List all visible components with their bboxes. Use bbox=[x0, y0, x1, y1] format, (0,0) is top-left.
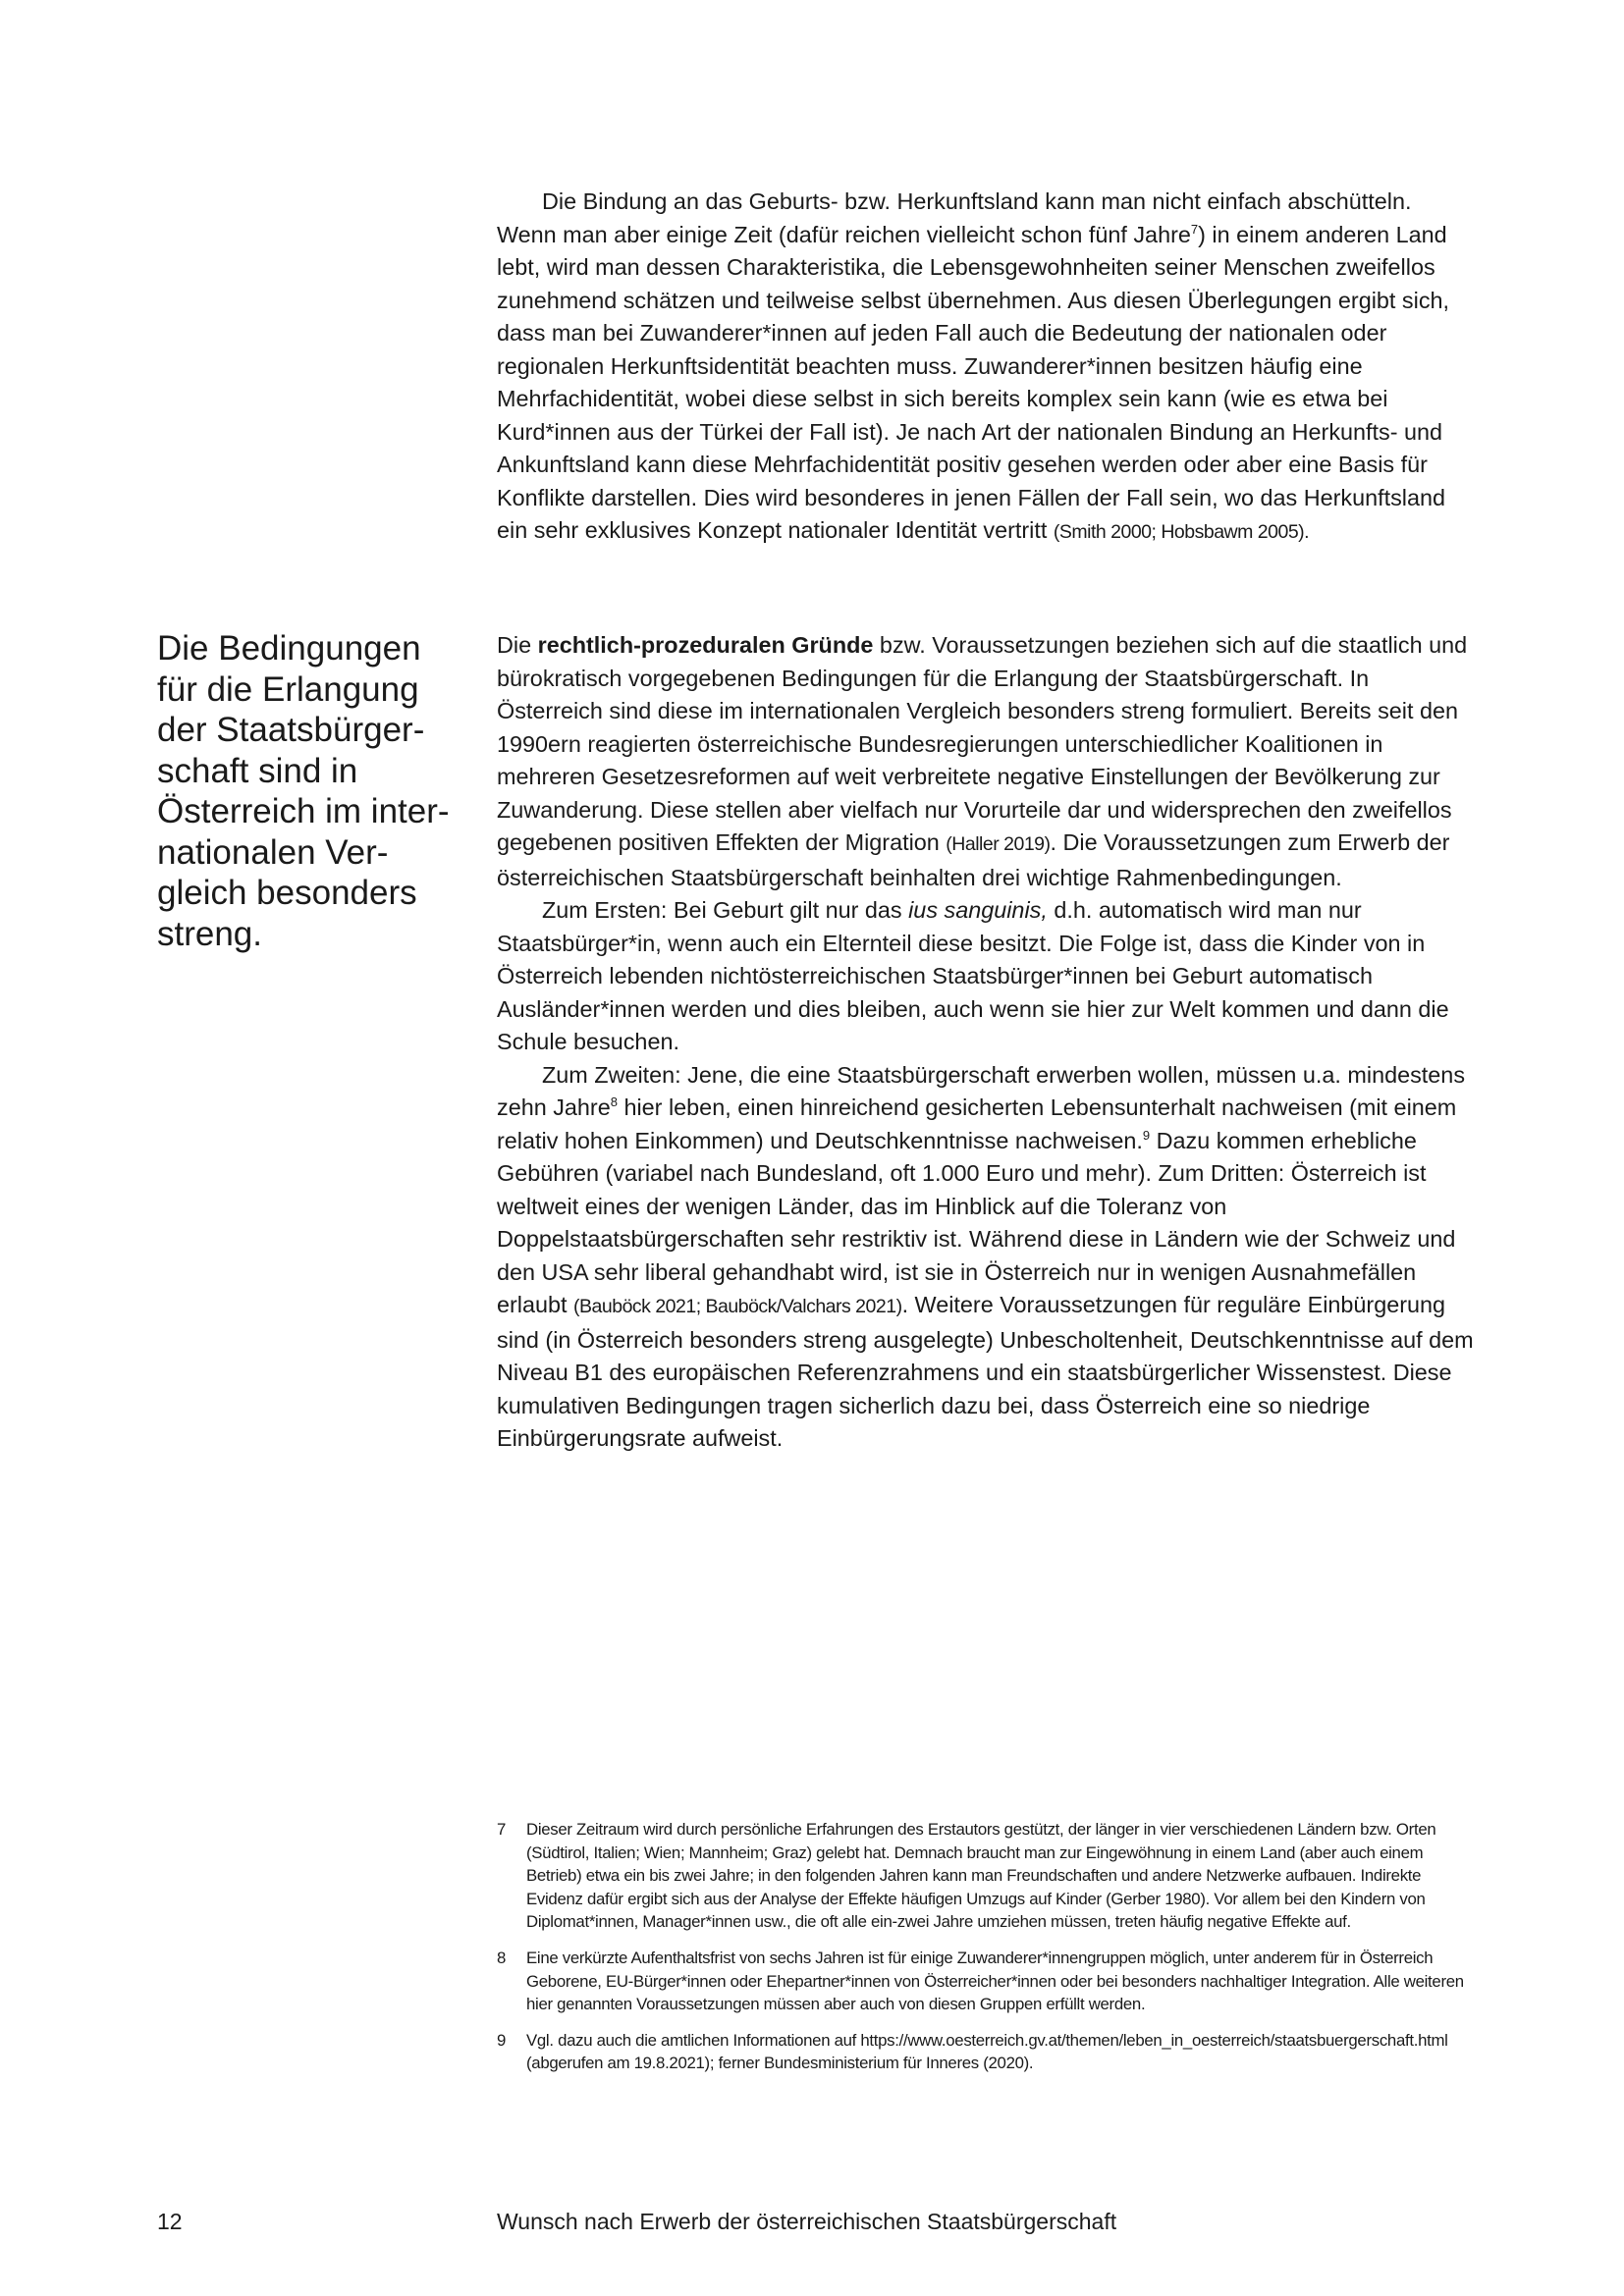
text-span: hier leben, einen hinreichend gesicherten Lebensunterhalt nachweisen (mit einem relativ hohen Einkommen) und Deutschkenntnisse nachweisen. bbox=[497, 1095, 1457, 1153]
citation: (Bauböck 2021; Bauböck/Valchars 2021) bbox=[573, 1296, 902, 1317]
text-span: Die Bindung an das Geburts- bzw. Herkunftsland kann man nicht einfach abschütteln. Wenn man aber einige Zeit (dafür reichen vielleicht schon fünf Jahre bbox=[497, 188, 1412, 247]
footnote-number: 7 bbox=[497, 1820, 507, 1839]
page-number: 12 bbox=[157, 2209, 183, 2234]
footnote-number: 8 bbox=[497, 1948, 507, 1967]
footnote-ref-7[interactable]: 7 bbox=[1190, 221, 1199, 237]
text-span: . Weitere Voraussetzungen für reguläre Einbürgerung sind (in Österreich besonders streng ausgelegte) Unbescholtenheit, Deutschkenntnisse auf dem Niveau B1 des europäischen Referenzrahmens und ein staatsbürgerlicher Wissenstest. Diese kumulativen Bedingungen tragen sicherlich dazu bei, dass Österreich eine so niedrige Einbürgerungsrate aufweist. bbox=[497, 1292, 1474, 1451]
footnote bbox=[497, 1818, 1475, 1934]
paragraph-identity bbox=[497, 186, 1475, 550]
text-span: bzw. Voraussetzungen beziehen sich auf die staatlich und bürokratisch vorgegebenen Bedingungen für die Erlangung der Staatsbürgerschaft. In Österreich sind diese im internationalen Vergleich besonders streng formuliert. Bereits seit den 1990ern reagierten österreichische Bundesregierungen unterschiedlicher Koalitionen in mehreren Gesetzesreformen auf weit verbreitete negative Einstellungen der Bevölkerung zur Zuwanderung. Diese stellen aber vielfach nur Vorurteile dar und widersprechen den zweifellos gegebenen positiven Effekten der Migration bbox=[497, 632, 1468, 855]
text-span: Zum Zweiten: Jene, die eine Staatsbürgerschaft erwerben wollen, müssen u.a. mindestens zehn Jahre bbox=[497, 1061, 1466, 1120]
footnote bbox=[497, 1947, 1475, 2016]
body-paragraph bbox=[497, 894, 1475, 1059]
body-paragraph bbox=[497, 1059, 1475, 1456]
text-span: Dazu kommen erhebliche Gebühren (variabel nach Bundesland, oft 1.000 Euro und mehr). Zum Dritten: Österreich ist weltweit eines der wenigen Länder, das im Hinblick auf die Toleranz von Doppelstaatsbürgerschaften sehr restriktiv ist. Während diese in Ländern wie der Schweiz und den USA sehr liberal gehandhabt wird, ist sie in Österreich nur in wenigen Ausnahmefällen erlaubt bbox=[497, 1127, 1456, 1317]
section-legal-reasons bbox=[497, 629, 1475, 1456]
text-span: Die bbox=[497, 632, 538, 658]
text-span: ) in einem anderen Land lebt, wird man dessen Charakteristika, die Lebensgewohnheiten seiner Menschen zweifellos zunehmend schätzen und teilweise selbst übernehmen. Aus diesen Überlegungen ergibt sich, dass man bei Zuwanderer*innen auf jeden Fall auch die Bedeutung der nationalen oder regionalen Herkunftsidentität beachten muss. Zuwanderer*innen besitzen häufig eine Mehrfachidentität, wobei diese selbst in sich bereits komplex sein kann (wie es etwa bei Kurd*innen aus der Türkei der Fall ist). Je nach Art der nationalen Bindung an Herkunfts- und Ankunftsland kann diese Mehrfachidentität positiv gesehen werden oder aber eine Basis für Konflikte darstellen. Dies wird besonderes in jenen Fällen der Fall sein, wo das Herkunftsland ein sehr exklusives Konzept nationaler Identität vertritt bbox=[497, 221, 1450, 543]
footnote-text: Dieser Zeitraum wird durch persönliche Erfahrungen des Erstautors gestützt, der länger in vier verschiedenen Ländern bzw. Orten (Südtirol, Italien; Wien; Mannheim; Graz) gelebt hat. Demnach braucht man zur Eingewöhnung in einem Land (aber auch einem Betrieb) etwa ein bis zwei Jahre; in den folgenden Jahren kann man Freundschaften und andere Netzwerke aufbauen. Indirekte Evidenz dafür ergibt sich aus der Analyse der Effekte häufigen Umzugs auf Kinder (Gerber 1980). Vor allem bei den Kindern von Diplomat*innen, Manager*innen usw., die oft alle ein-zwei Jahre umziehen müssen, treten häufig negative Effekte auf. bbox=[526, 1820, 1436, 1932]
text-span: Zum Ersten: Bei Geburt gilt nur das bbox=[542, 897, 909, 923]
footnote-text: Eine verkürzte Aufenthaltsfrist von sechs Jahren ist für einige Zuwanderer*innengruppen möglich, unter anderem für in Österreich Geborene, EU-Bürger*innen oder Ehepartner*innen von Österreicher*innen oder bei besonders nachhaltiger Integration. Alle weiteren hier genannten Voraussetzungen müssen aber auch von diesen Gruppen erfüllt werden. bbox=[526, 1948, 1464, 2014]
footnote bbox=[497, 2029, 1475, 2075]
running-footer-title: Wunsch nach Erwerb der österreichischen Staatsbürgerschaft bbox=[497, 2209, 1117, 2234]
text-span: d.h. automatisch wird man nur Staatsbürger*in, wenn auch ein Elternteil diese besitzt. Die Folge ist, dass die Kinder von in Österreich lebenden nichtösterreichischen Staatsbürger*innen bei Geburt automatisch Ausländer*innen werden und dies bleiben, auch wenn sie hier zur Welt kommen und dann die Schule besuchen. bbox=[497, 897, 1449, 1054]
footnote-text: Vgl. dazu auch die amtlichen Informationen auf https://www.oesterreich.gv.at/themen/leben_in_oesterreich/staatsbuergerschaft.html (abgerufen am 19.8.2021); ferner Bundesministerium für Inneres (2020). bbox=[526, 2030, 1448, 2073]
footnote-ref-8[interactable]: 8 bbox=[610, 1095, 618, 1110]
footnote-number: 9 bbox=[497, 2030, 507, 2050]
text-span: . Die Voraussetzungen zum Erwerb der österreichischen Staatsbürgerschaft beinhalten drei wichtige Rahmenbedingungen. bbox=[497, 829, 1450, 890]
italic-term: ius sanguinis, bbox=[908, 897, 1048, 923]
footnote-ref-9[interactable]: 9 bbox=[1142, 1127, 1151, 1143]
citation: (Haller 2019) bbox=[946, 833, 1051, 855]
citation: (Smith 2000; Hobsbawm 2005). bbox=[1053, 521, 1310, 543]
margin-note: Die Bedingungen für die Erlangung der Staatsbürgerschaft sind in Österreich im internationalen Vergleich besonders streng. bbox=[157, 629, 450, 953]
footnotes bbox=[497, 1818, 1475, 2088]
bold-term: rechtlich-prozeduralen Gründe bbox=[537, 632, 874, 658]
body-paragraph bbox=[497, 186, 1475, 550]
body-paragraph bbox=[497, 629, 1475, 894]
